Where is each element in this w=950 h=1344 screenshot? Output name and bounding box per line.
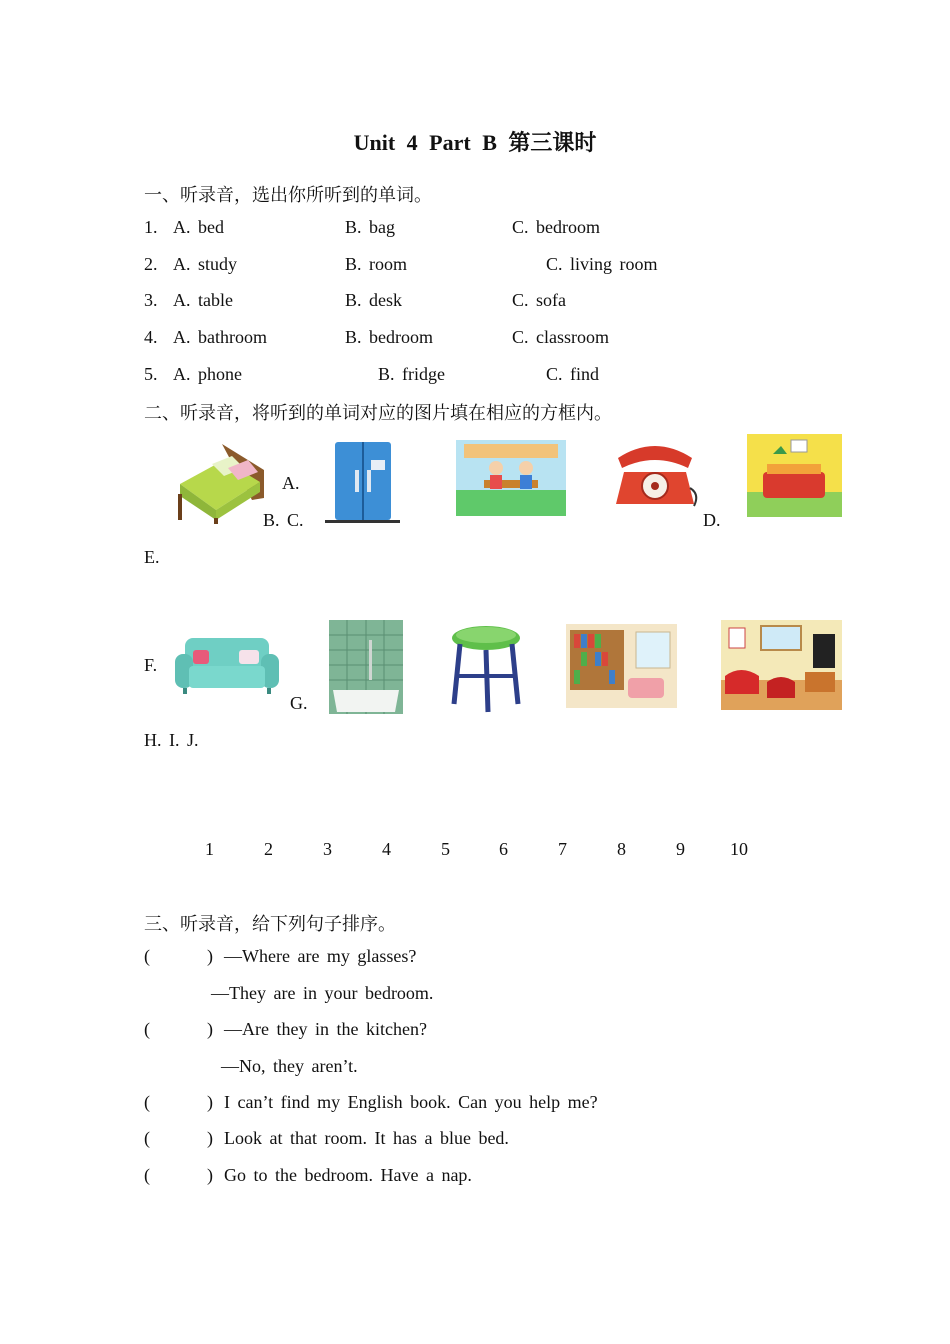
- section2-heading: 二、听录音，将听到的单词对应的图片填在相应的方框内。: [144, 403, 612, 423]
- order-sentence-3: I can’t find my English book. Can you help me?: [224, 1092, 598, 1112]
- q1-number: 1.: [144, 217, 158, 237]
- sofa-picture: [175, 636, 279, 696]
- q2-option-b: B. room: [345, 254, 408, 274]
- order-paren-close-4: ): [207, 1128, 213, 1148]
- order-paren-close-1: ): [207, 946, 213, 966]
- label-e: E.: [144, 547, 160, 567]
- section1-heading: 一、听录音，选出你所听到的单词。: [144, 185, 432, 205]
- order-paren-open-5: (: [144, 1165, 150, 1185]
- label-h-i-j: H. I. J.: [144, 730, 199, 750]
- q2-number: 2.: [144, 254, 158, 274]
- phone-picture: [610, 438, 700, 512]
- q2-option-a: A. study: [173, 254, 238, 274]
- page-title: Unit 4 Part B 第三课时: [353, 130, 597, 155]
- q5-option-c: C. find: [546, 364, 600, 384]
- order-reply-1: —They are in your bedroom.: [211, 983, 434, 1003]
- order-paren-close-5: ): [207, 1165, 213, 1185]
- box-number-9: 9: [676, 839, 685, 859]
- q3-option-c: C. sofa: [512, 290, 566, 310]
- kitchen-picture: [456, 440, 566, 516]
- q4-option-a: A. bathroom: [173, 327, 267, 347]
- order-paren-open-4: (: [144, 1128, 150, 1148]
- box-number-6: 6: [499, 839, 508, 859]
- box-number-2: 2: [264, 839, 273, 859]
- q2-option-c: C. living room: [546, 254, 658, 274]
- q1-option-a: A. bed: [173, 217, 224, 237]
- bathroom-picture: [329, 620, 403, 714]
- order-paren-open-1: (: [144, 946, 150, 966]
- box-number-7: 7: [558, 839, 567, 859]
- order-sentence-2: —Are they in the kitchen?: [224, 1019, 427, 1039]
- q5-option-a: A. phone: [173, 364, 242, 384]
- q3-option-b: B. desk: [345, 290, 402, 310]
- box-number-5: 5: [441, 839, 450, 859]
- order-sentence-4: Look at that room. It has a blue bed.: [224, 1128, 509, 1148]
- living-room-picture: [721, 620, 842, 710]
- label-b-c: B. C.: [263, 510, 304, 530]
- box-number-4: 4: [382, 839, 391, 859]
- q3-option-a: A. table: [173, 290, 233, 310]
- order-reply-2: —No, they aren’t.: [221, 1056, 358, 1076]
- q5-number: 5.: [144, 364, 158, 384]
- order-paren-close-3: ): [207, 1092, 213, 1112]
- bed-picture: [172, 440, 268, 524]
- box-number-3: 3: [323, 839, 332, 859]
- label-g: G.: [290, 693, 308, 713]
- box-number-8: 8: [617, 839, 626, 859]
- fridge-picture: [325, 440, 400, 525]
- box-number-1: 1: [205, 839, 214, 859]
- order-sentence-5: Go to the bedroom. Have a nap.: [224, 1165, 472, 1185]
- q1-option-b: B. bag: [345, 217, 395, 237]
- order-paren-close-2: ): [207, 1019, 213, 1039]
- study-picture: [566, 624, 677, 708]
- order-paren-open-3: (: [144, 1092, 150, 1112]
- label-d: D.: [703, 510, 721, 530]
- q1-option-c: C. bedroom: [512, 217, 600, 237]
- order-sentence-1: —Where are my glasses?: [224, 946, 417, 966]
- box-number-10: 10: [730, 839, 748, 859]
- q4-number: 4.: [144, 327, 158, 347]
- stool-picture: [450, 624, 522, 714]
- q5-option-b: B. fridge: [378, 364, 445, 384]
- label-a: A.: [282, 473, 300, 493]
- q4-option-c: C. classroom: [512, 327, 609, 347]
- q3-number: 3.: [144, 290, 158, 310]
- q4-option-b: B. bedroom: [345, 327, 433, 347]
- order-paren-open-2: (: [144, 1019, 150, 1039]
- label-f: F.: [144, 655, 158, 675]
- bedroom-picture: [747, 434, 842, 517]
- section3-heading: 三、听录音，给下列句子排序。: [144, 914, 396, 934]
